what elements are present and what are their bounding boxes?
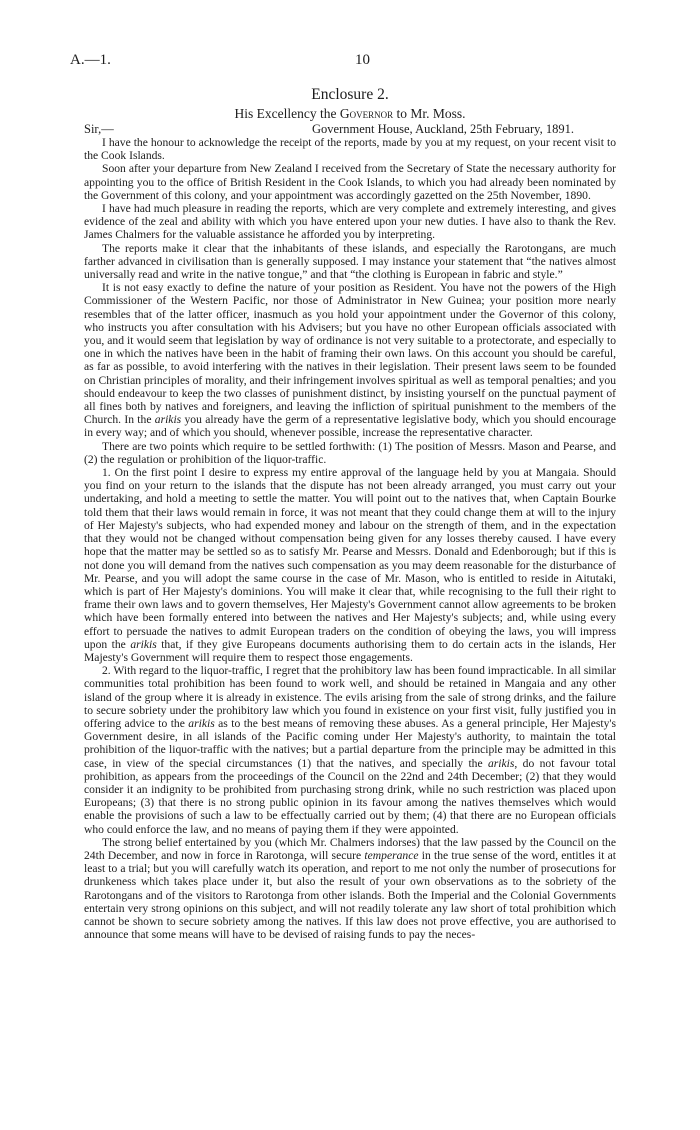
paragraph-reports: I have had much pleasure in reading the reports, which are very complete and extremely interesting, and gives evidence of the zeal and ability with which you have entered upon your new duties. I have also to thank the Rev. James Chalmers for the valuable assistance he afforded you by interpreting. <box>84 202 616 242</box>
paragraph-two-points: There are two points which require to be settled forthwith: (1) The position of Messrs. Mason and Pearse, and (2) the regulation or prohibition of the liquor-traffic. <box>84 439 616 466</box>
paragraph-temperance-law: The strong belief entertained by you (which Mr. Chalmers indorses) that the law passed by the Council on the 24th December, and now in force in Rarotonga, will secure temperance in the true sense of the word, entitles it at least to a trial; but you will carefully watch its operation, and report to me not only the number of prosecutions for drunkeness which takes place under it, but also the result of your own observations as to the sobriety of the Rarotongans and of the visitors to Rarotonga from other islands. Both the Imperial and the Colonial Governments entertain very strong opinions on this subject, and will not readily tolerate any law short of total prohibition which cannot be shown to secure sobriety among the natives. If this law does not prove effective, you are authorised to announce that some means will have to be devised of raising funds to pay the neces- <box>84 835 616 942</box>
paragraph-appointment: Soon after your departure from New Zealand I received from the Secretary of State the necessary authority for appointing you to the office of British Resident in the Cook Islands, to which you had already been nominated by the Government of this colony, and your appointment was accordingly gazetted on the 25th November, 1890. <box>84 162 616 202</box>
enclosure-title: Enclosure 2. <box>311 86 389 103</box>
paragraph-liquor-traffic: 2. With regard to the liquor-traffic, I regret that the prohibitory law has been found impracticable. In all similar communities total prohibition has been found to work well, and should be retained in Mangaia and any other island of the group where it is already in existence. The evils arising from the sale of strong drinks, and the failure to secure sobriety under the prohibitory law which you found in existence on your first visit, fully justified you in offering advice to the arikis as to the best means of removing these abuses. As a general principle, Her Majesty's Government desire, in all islands of the Pacific coming under Her Majesty's authority, to maintain the total prohibition of the liquor-traffic with the natives; but a partial departure from the principle may be admitted in this case, in view of the special circumstances (1) that the natives, and specially the arikis, do not favour total prohibition, as appears from the proceedings of the Council on the 22nd and 24th December; (2) that they would consider it an indignity to be prohibited from purchasing strong drink, while no such restriction was placed upon Europeans; (3) that there is no strong public opinion in its favour among the natives themselves which would enable the provisions of such a law to be effectually carried out by them; (4) that there are no European officials who could enforce the law, and no means of paying them if they were appointed. <box>84 664 617 836</box>
paragraph-acknowledgement: I have the honour to acknowledge the receipt of the reports, made by you at my request, on your recent visit to the Cook Islands. <box>84 136 616 163</box>
dateline: Government House, Auckland, 25th February, 1891. <box>312 122 574 136</box>
letter-body <box>84 136 616 941</box>
header-reference: A.—1. <box>70 52 111 68</box>
salutation: Sir,— <box>84 122 114 136</box>
paragraph-civilisation: The reports make it clear that the inhabitants of these islands, and especially the Rarotongans, are much farther advanced in civilisation than is generally supposed. I may instance your statement that “the natives almost universally read and write in the native tongue,” and that “the clothing is European in fabric and style.” <box>84 241 616 282</box>
paragraph-first-point: 1. On the first point I desire to express my entire approval of the language held by you at Mangaia. Should you find on your return to the islands that the dispute has not been already arranged, you must carry out your undertaking, and hold a meeting to settle the matter. You will point out to the natives that, when Captain Bourke told them that their laws would remain in force, it was not meant that they could change them at will to the injury of Her Majesty's subjects, who had expended money and labour on the strength of them, and in the expectation that they would not be changed without compensation being given for any losses thereby caused. I have every hope that the matter may be settled so as to satisfy Mr. Pearse and Messrs. Donald and Edenborough; but if this is not done you will demand from the natives such compensation as you may deem reasonable for the disturbance of Mr. Pearse, and you will adopt the same course in the case of Mr. Mason, who is entitled to reside in Aitutaki, which is part of Her Majesty's dominions. You will make it clear that, while recognising to the full their right to frame their own laws and to govern themselves, Her Majesty's Government cannot allow agreements to be broken which have been formally entered into between the natives and Her Majesty's subjects; and, while using every effort to persuade the natives to admit European traders on the condition of obeying the laws, you will impress upon the arikis that, if they give Europeans documents authorising them to do certain acts in the islands, Her Majesty's Government will require them to respect those engagements. <box>84 466 616 664</box>
letter-subtitle <box>0 106 700 122</box>
page-number: 10 <box>355 52 370 68</box>
subtitle-suffix: to Mr. Moss. <box>396 106 466 121</box>
subtitle-prefix: His Excellency the <box>234 106 337 121</box>
paragraph-resident-position: It is not easy exactly to define the nature of your position as Resident. You have not the powers of the High Commissioner of the Western Pacific, nor those of Administrator in New Guinea; your position more nearly resembles that of the latter officer, inasmuch as you hold your appointment under the Governor of this colony, who instructs you after consultation with his Advisers; but you have no other European officials associated with you, and it would seem that legislation by way of ordinance is not very suitable to a protectorate, and especially to one in which the natives have been in the habit of framing their own laws. On this account you should be careful, as far as possible, to avoid interfering with the natives in their legislation. Their present laws seem to be founded on Christian principles of morality, and their infringement involves spiritual as well as temporal penalties; and you should endeavour to keep the two classes of punishment distinct, by insisting yourself on the punctual payment of all fines both by natives and foreigners, and leaving the infliction of spiritual punishment to the members of the Church. In the arikis you already have the germ of a representative legislative body, which you should encourage in every way; and of which you should, whenever possible, increase the representative character. <box>84 281 616 440</box>
subtitle-role: Governor <box>339 106 394 121</box>
